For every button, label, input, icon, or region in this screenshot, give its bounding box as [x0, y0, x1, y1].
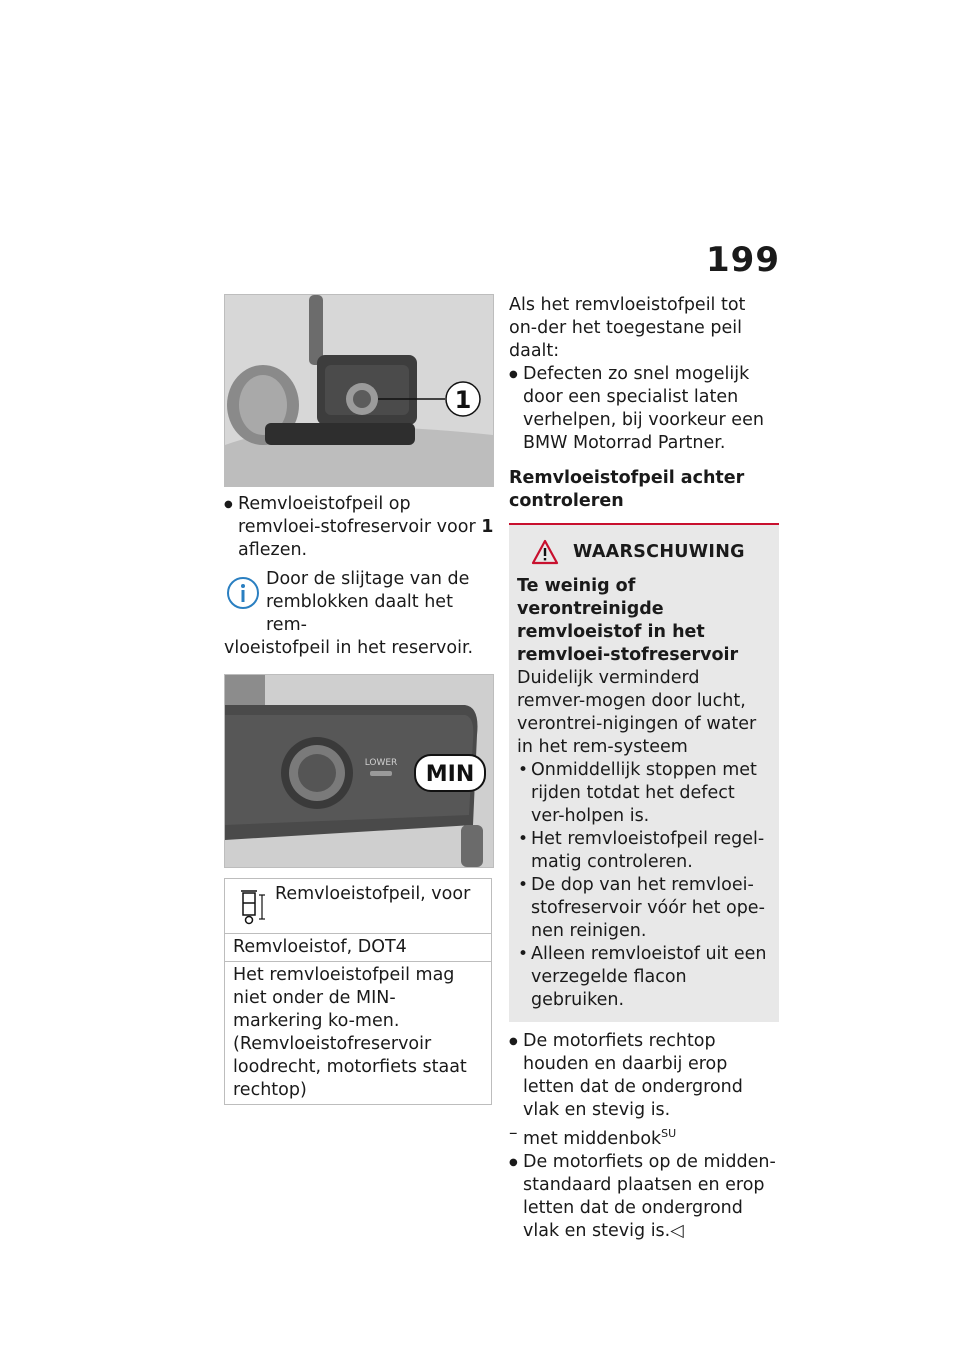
option-line: – met middenbok$^{SU}$: [509, 1122, 779, 1151]
section-heading: Remvloeistofpeil achter controleren: [509, 468, 745, 511]
warning-item: • Het remvloeistofpeil regel-matig controleren.: [517, 828, 771, 874]
warning-triangle-icon: [531, 539, 559, 565]
warning-title: Te weinig of verontreinigde remvloeistof in het remvloei-stofreservoir: [517, 576, 739, 665]
warning-item: • Alleen remvloeistof uit een verzegelde flacon gebruiken.: [517, 943, 771, 1012]
lower-label: LOWER: [364, 758, 398, 768]
note-line: remblokken daalt het rem-: [266, 592, 453, 635]
option-code: SU: [661, 1127, 677, 1140]
note-line: Door de slijtage van de: [266, 569, 470, 589]
list-item: ● De motorfiets op de midden-standaard plaatsen en erop letten dat de ondergrond vlak en stevig is.◁: [509, 1151, 779, 1243]
spec-header: [225, 879, 492, 934]
min-label: MIN: [425, 762, 475, 787]
note-line: vloeistofpeil in het reservoir.: [224, 638, 474, 658]
figure-min-marking: [224, 674, 494, 868]
end-mark: ◁: [670, 1220, 684, 1241]
spec-title: Remvloeistofpeil, voor: [275, 884, 471, 904]
info-icon: [226, 576, 260, 610]
callout-number: 1: [454, 386, 472, 414]
page-number: 199: [706, 240, 780, 280]
right-column: [509, 294, 779, 1243]
list-item: ● Defecten zo snel mogelijk door een specialist laten verhelpen, bij voorkeur een BMW Motorrad Partner.: [509, 363, 779, 455]
left-column: [224, 294, 494, 1105]
warning-item: • De dop van het remvloei-stofreservoir vóór het ope-nen reinigen.: [517, 874, 771, 943]
spec-table: [224, 878, 492, 1105]
reservoir-photo-illustration: [225, 295, 493, 486]
intro-text: Als het remvloeistofpeil tot on-der het toegestane peil daalt:: [509, 295, 746, 361]
list-item: ● De motorfiets rechtop houden en daarbij erop letten dat de ondergrond vlak en stevig is.: [509, 1030, 779, 1122]
fluid-level-icon: [239, 887, 267, 925]
spec-row: Het remvloeistofpeil mag niet onder de MIN-markering ko-men. (Remvloeistofreservoir loodrecht, motorfiets staat rechtop): [225, 962, 492, 1105]
warning-label: WAARSCHUWING: [573, 542, 745, 562]
warning-body: Duidelijk verminderd remver-mogen door lucht, verontrei-nigingen of water in het rem-systeem: [517, 668, 757, 757]
info-note: [224, 568, 494, 660]
min-marking-illustration: [225, 675, 493, 867]
list-item: ● Remvloeistofpeil op remvloei-stofreservoir voor 1 aflezen.: [224, 493, 494, 562]
warning-item: • Onmiddellijk stoppen met rijden totdat het defect ver-holpen is.: [517, 759, 771, 828]
spec-row: Remvloeistof, DOT4: [225, 934, 492, 962]
warning-box: [509, 523, 779, 1022]
figure-front-brake-reservoir: [224, 294, 494, 487]
